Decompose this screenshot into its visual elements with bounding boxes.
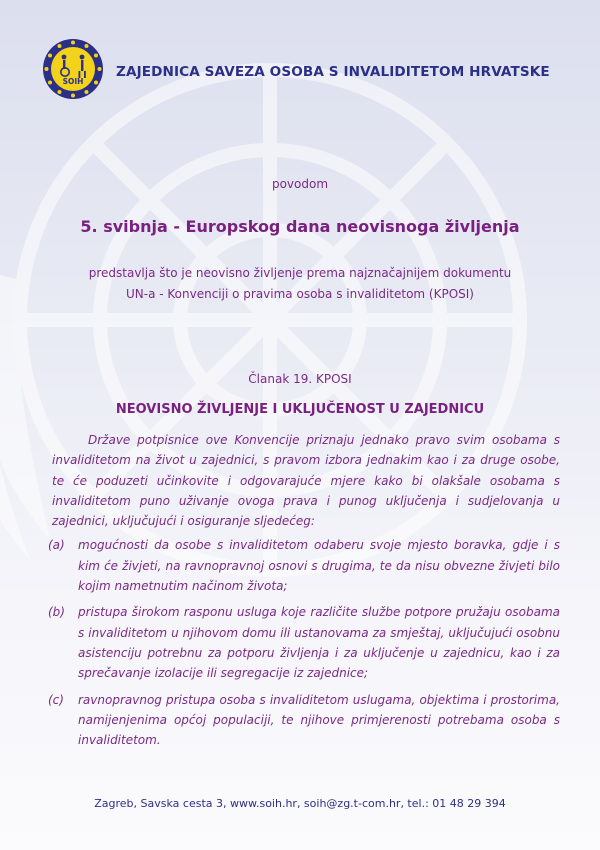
soih-logo [42,38,104,100]
description-line-1: predstavlja što je neovisno življenje prema najznačajnijem dokumentu [88,266,512,280]
povodom-text: povodom [271,177,329,191]
list-item-letter: (a) [48,538,65,553]
list-item-text: pristupa širokom rasponu usluga koje različite službe potpore pružaju osobama s invaliditetom u njihovom domu ili ustanovama za smještaj, uključujući osobnu asistenciju potrebnu za potporu življenja i za uključenje u zajednicu, kao i za sprečavanje izolacije ili segregacije iz zajednice; [78,605,560,681]
list-item-text: ravnopravnog pristupa osoba s invaliditetom uslugama, objektima i prostorima, namijenjenima općoj populaciji, te njihove primjerenosti potrebama osoba s invaliditetom. [78,692,560,748]
list-item-letter: (c) [48,692,64,707]
list-item [48,535,560,596]
article-body [48,430,560,756]
description [0,263,600,305]
description-line-2: UN-a - Konvenciji o pravima osoba s invaliditetom (KPOSI) [126,287,474,301]
logo-text: SOIH [62,77,84,86]
footer-contact: Zagreb, Savska cesta 3, www.soih.hr, soih@zg.t-com.hr, tel.: 01 48 29 394 [94,797,506,810]
article-title: NEOVISNO ŽIVLJENJE I UKLJUČENOST U ZAJEDNICU [115,402,485,417]
list-item-text: mogućnosti da osobe s invaliditetom odaberu svoje mjesto boravka, gdje i s kim će živjeti, na ravnopravnoj osnovi s drugima, te da nisu obvezne živjeti bilo kojim nametnutim načinom života; [78,538,560,594]
article-intro-paragraph: Države potpisnice ove Konvencije priznaju jednako pravo svim osobama s invaliditetom na život u zajednici, s pravom izbora jednakim kao i za druge osobe, te će poduzeti učinkovite i odgovarajuće mjere kako bi olakšale osobama s invaliditetom puno uživanje ovoga prava i punog uključenja i sudjelovanja u zajednici, uključujući i osiguranje sljedećeg: [52,433,560,529]
article-number: Članak 19. KPOSI [248,372,352,386]
list-item [48,690,560,751]
event-title: 5. svibnja - Europskog dana neovisnoga življenja [80,217,520,236]
list-item-letter: (b) [48,605,65,620]
organization-name: ZAJEDNICA SAVEZA OSOBA S INVALIDITETOM HRVATSKE [116,64,550,80]
list-item [48,602,560,683]
